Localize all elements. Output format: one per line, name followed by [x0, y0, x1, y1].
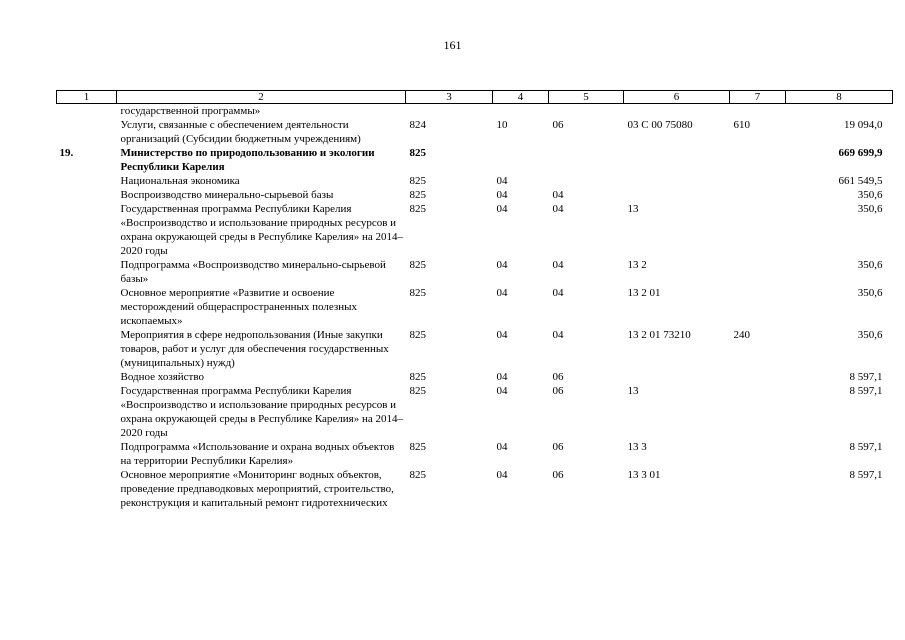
table-row — [57, 370, 893, 384]
cell-code-6: 13 — [627, 385, 639, 397]
cell-sum: 350,6 — [857, 189, 883, 201]
cell-code-6: 03 С 00 75080 — [627, 119, 693, 131]
cell-name: Подпрограмма «Воспроизводство минерально-сырьевой базы» — [120, 259, 386, 285]
table-row — [57, 258, 893, 286]
cell-code-4 — [493, 104, 549, 119]
cell-code-3: 825 — [409, 385, 426, 397]
table-row — [57, 384, 893, 440]
cell-code-5: 06 — [552, 469, 564, 481]
cell-code-4: 04 — [496, 441, 508, 453]
table-row — [57, 202, 893, 258]
cell-name: Государственная программа Республики Карелия «Воспроизводство и использование природных ресурсов и охрана окружающей среды в Республике Карелия» на 2014–2020 годы — [120, 203, 403, 257]
cell-code-3: 824 — [409, 119, 426, 131]
cell-code-7 — [730, 384, 786, 440]
cell-code-5: 06 — [552, 441, 564, 453]
cell-code-3: 825 — [409, 469, 426, 481]
cell-number — [57, 384, 117, 440]
cell-code-6 — [624, 146, 730, 174]
cell-code-6 — [624, 370, 730, 384]
cell-code-6 — [624, 104, 730, 119]
table-row — [57, 286, 893, 328]
cell-code-7 — [730, 258, 786, 286]
cell-number — [57, 188, 117, 202]
cell-name: Воспроизводство минерально-сырьевой базы — [120, 189, 334, 201]
cell-number — [57, 174, 117, 188]
cell-code-7 — [730, 188, 786, 202]
cell-sum: 350,6 — [857, 329, 883, 341]
cell-number — [57, 258, 117, 286]
cell-name: Основное мероприятие «Мониторинг водных объектов, проведение предпаводковых мероприятий, строительство, реконструкция и капитальный ремонт гидротехнических — [120, 469, 394, 509]
page-number: 161 — [443, 38, 462, 52]
cell-code-3: 825 — [409, 175, 426, 187]
cell-code-7: 240 — [733, 329, 750, 341]
cell-code-7 — [730, 286, 786, 328]
table-body — [57, 104, 893, 511]
column-header-8: 8 — [786, 91, 893, 104]
cell-name: Водное хозяйство — [120, 371, 204, 383]
budget-table — [56, 90, 893, 510]
cell-sum: 8 597,1 — [849, 469, 883, 481]
cell-code-5: 04 — [552, 203, 564, 215]
cell-name: Государственная программа Республики Карелия «Воспроизводство и использование природных ресурсов и охрана окружающей среды в Республике Карелия» на 2014–2020 годы — [120, 385, 403, 439]
cell-code-3: 825 — [409, 189, 426, 201]
cell-number — [57, 328, 117, 370]
column-header-2: 2 — [117, 91, 406, 104]
table-row — [57, 146, 893, 174]
cell-name: государственной программы» — [120, 105, 261, 117]
cell-number — [57, 468, 117, 510]
cell-code-7 — [730, 468, 786, 510]
cell-code-5 — [549, 146, 624, 174]
cell-code-5: 04 — [552, 287, 564, 299]
table-row — [57, 328, 893, 370]
cell-code-6: 13 2 — [627, 259, 647, 271]
cell-code-3 — [406, 104, 493, 119]
cell-code-4: 04 — [496, 189, 508, 201]
table-row — [57, 440, 893, 468]
cell-code-5: 06 — [552, 371, 564, 383]
cell-code-6 — [624, 188, 730, 202]
cell-code-4 — [493, 146, 549, 174]
cell-name: Подпрограмма «Использование и охрана водных объектов на территории Республики Карелия» — [120, 441, 395, 467]
cell-code-5: 04 — [552, 329, 564, 341]
column-header-3: 3 — [406, 91, 493, 104]
cell-code-4: 04 — [496, 287, 508, 299]
cell-code-4: 04 — [496, 469, 508, 481]
cell-number: 19. — [59, 147, 74, 159]
cell-code-3: 825 — [409, 329, 426, 341]
cell-code-4: 04 — [496, 371, 508, 383]
cell-sum: 350,6 — [857, 259, 883, 271]
cell-sum: 8 597,1 — [849, 441, 883, 453]
cell-sum: 19 094,0 — [844, 119, 883, 131]
cell-sum: 8 597,1 — [849, 371, 883, 383]
cell-code-7: 610 — [733, 119, 750, 131]
cell-code-3: 825 — [409, 287, 426, 299]
cell-number — [57, 440, 117, 468]
cell-code-3: 825 — [409, 147, 426, 159]
column-header-4: 4 — [493, 91, 549, 104]
table-row — [57, 188, 893, 202]
cell-code-6: 13 2 01 — [627, 287, 661, 299]
column-header-5: 5 — [549, 91, 624, 104]
cell-code-3: 825 — [409, 203, 426, 215]
cell-number — [57, 202, 117, 258]
cell-sum: 8 597,1 — [849, 385, 883, 397]
table-row — [57, 104, 893, 119]
cell-code-7 — [730, 104, 786, 119]
cell-code-3: 825 — [409, 259, 426, 271]
cell-code-7 — [730, 370, 786, 384]
cell-code-4: 04 — [496, 175, 508, 187]
table-row — [57, 468, 893, 510]
cell-name: Основное мероприятие «Развитие и освоение месторождений общераспространенных полезных ископаемых» — [120, 287, 358, 327]
cell-code-5: 04 — [552, 259, 564, 271]
cell-code-5 — [549, 174, 624, 188]
cell-code-4: 04 — [496, 385, 508, 397]
cell-sum: 669 699,9 — [838, 147, 883, 159]
cell-code-7 — [730, 174, 786, 188]
cell-name: Мероприятия в сфере недропользования (Иные закупки товаров, работ и услуг для обеспечения государственных (муниципальных) нужд) — [120, 329, 389, 369]
table-row — [57, 118, 893, 146]
cell-sum: 661 549,5 — [838, 175, 883, 187]
cell-code-4: 04 — [496, 203, 508, 215]
cell-name: Услуги, связанные с обеспечением деятельности организаций (Субсидии бюджетным учреждениям) — [120, 119, 361, 145]
cell-sum: 350,6 — [857, 203, 883, 215]
cell-code-6: 13 2 01 73210 — [627, 329, 691, 341]
cell-code-4: 04 — [496, 259, 508, 271]
cell-number — [57, 104, 117, 119]
cell-code-7 — [730, 146, 786, 174]
cell-number — [57, 370, 117, 384]
cell-code-5: 04 — [552, 189, 564, 201]
cell-sum — [786, 104, 893, 119]
cell-code-4: 04 — [496, 329, 508, 341]
cell-code-5: 06 — [552, 385, 564, 397]
column-header-7: 7 — [730, 91, 786, 104]
header-row — [57, 91, 893, 104]
cell-sum: 350,6 — [857, 287, 883, 299]
cell-code-7 — [730, 440, 786, 468]
cell-code-6: 13 3 01 — [627, 469, 661, 481]
cell-code-6: 13 — [627, 203, 639, 215]
cell-name: Министерство по природопользованию и экологии Республики Карелия — [120, 147, 375, 173]
cell-code-7 — [730, 202, 786, 258]
column-header-1: 1 — [57, 91, 117, 104]
cell-number — [57, 118, 117, 146]
cell-number — [57, 286, 117, 328]
cell-code-5 — [549, 104, 624, 119]
cell-code-5: 06 — [552, 119, 564, 131]
table-header — [57, 91, 893, 104]
cell-name: Национальная экономика — [120, 175, 240, 187]
cell-code-3: 825 — [409, 371, 426, 383]
cell-code-6 — [624, 174, 730, 188]
cell-code-4: 10 — [496, 119, 508, 131]
column-header-6: 6 — [624, 91, 730, 104]
cell-code-6: 13 3 — [627, 441, 647, 453]
table-row — [57, 174, 893, 188]
cell-code-3: 825 — [409, 441, 426, 453]
